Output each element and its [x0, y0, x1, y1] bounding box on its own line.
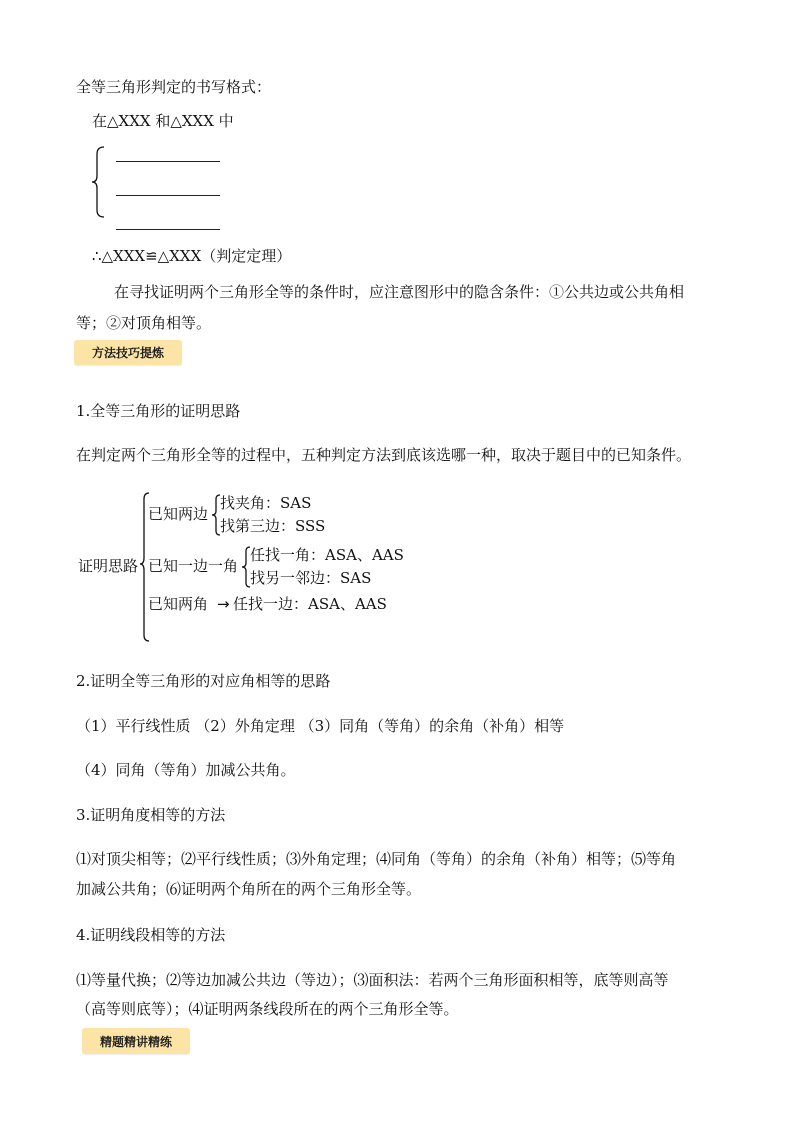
section1-title: 1.全等三角形的证明思路	[76, 402, 241, 420]
branch-two-angles-result: 任找一边：ASA、AAS	[233, 595, 387, 613]
branch-two-angles: 已知两角	[148, 595, 209, 613]
condition-blank-1	[116, 161, 220, 162]
hint-line-1: 在寻找证明两个三角形全等的条件时，应注意图形中的隐含条件：①公共边或公共角相	[114, 283, 685, 301]
condition-blank-3	[116, 229, 220, 230]
proof-root-label: 证明思路	[78, 557, 139, 575]
practice-badge: 精题精讲精练	[82, 1028, 190, 1054]
branch-two-sides-item-2: 找第三边：SSS	[220, 517, 326, 535]
section1-intro: 在判定两个三角形全等的过程中，五种判定方法到底该选哪一种，取决于题目中的已知条件。	[76, 446, 692, 464]
section3-line-1: ⑴对顶尖相等；⑵平行线性质；⑶外角定理；⑷同角（等角）的余角（补角）相等；⑸等角	[76, 850, 677, 868]
section3-line-2: 加减公共角；⑹证明两个角所在的两个三角形全等。	[76, 880, 422, 898]
section4-line-1: ⑴等量代换；⑵等边加减公共边（等边）；⑶面积法：若两个三角形面积相等，底等则高等	[76, 971, 669, 989]
condition-brace	[90, 146, 110, 218]
section2-title: 2.证明全等三角形的对应角相等的思路	[76, 672, 331, 690]
branch-side-angle-item-2: 找另一邻边：SAS	[250, 569, 372, 587]
section4-line-2: （高等则底等）；⑷证明两条线段所在的两个三角形全等。	[76, 1000, 459, 1018]
section2-line-1: （1）平行线性质 （2）外角定理 （3）同角（等角）的余角（补角）相等	[76, 717, 565, 735]
section2-line-2: （4）同角（等角）加减公共角。	[76, 761, 296, 779]
methods-badge: 方法技巧提炼	[74, 340, 182, 365]
branch-side-angle-item-1: 任找一角：ASA、AAS	[250, 546, 404, 564]
right-arrow-icon: →	[217, 595, 230, 613]
format-heading: 全等三角形判定的书写格式：	[76, 78, 272, 96]
branch-two-sides: 已知两边	[148, 505, 209, 523]
condition-blank-2	[116, 195, 220, 196]
section4-title: 4.证明线段相等的方法	[76, 926, 226, 944]
hint-line-2: 等；②对顶角相等。	[76, 314, 212, 332]
in-triangles-line: 在△XXX 和△XXX 中	[92, 112, 234, 130]
conclusion-line: ∴△XXX≌△XXX（判定定理）	[92, 247, 292, 265]
section3-title: 3.证明角度相等的方法	[76, 806, 226, 824]
branch-two-sides-item-1: 找夹角：SAS	[220, 494, 312, 512]
branch-side-angle: 已知一边一角	[148, 557, 239, 575]
